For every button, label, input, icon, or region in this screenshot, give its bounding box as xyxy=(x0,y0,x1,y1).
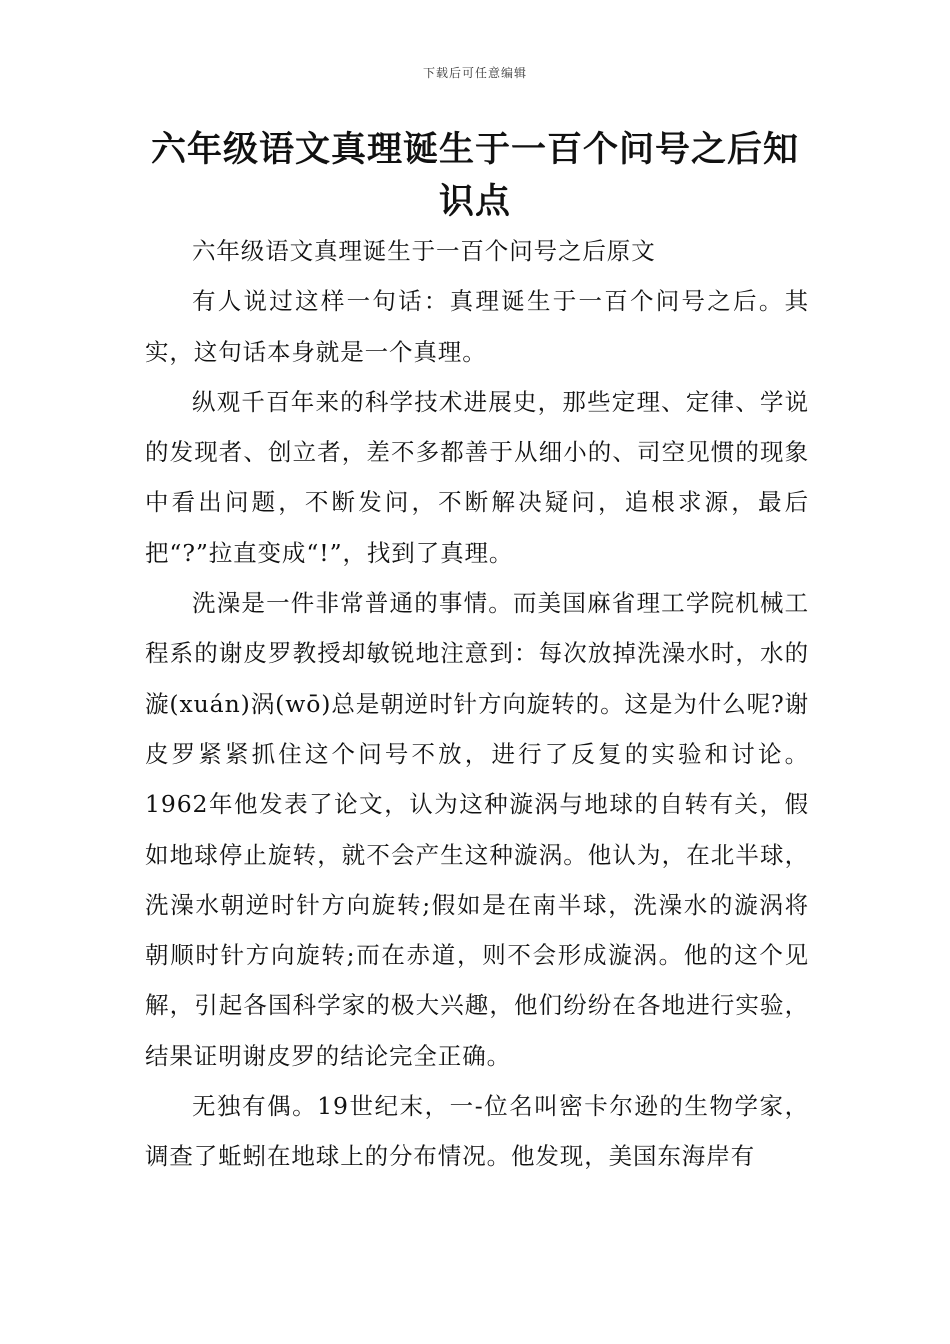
paragraph: 洗澡是一件非常普通的事情。而美国麻省理工学院机械工程系的谢皮罗教授却敏锐地注意到：每次放掉洗澡水时，水的漩(xuán)涡(wō)总是朝逆时针方向旋转的。这是为什么呢?谢皮罗紧紧抓住这个问号不放，进行了反复的实验和讨论。1962年他发表了论文，认为这种漩涡与地球的自转有关，假如地球停止旋转，就不会产生这种漩涡。他认为，在北半球，洗澡水朝逆时针方向旋转;假如是在南半球，洗澡水的漩涡将朝顺时针方向旋转;而在赤道，则不会形成漩涡。他的这个见解，引起各国科学家的极大兴趣，他们纷纷在各地进行实验，结果证明谢皮罗的结论完全正确。 xyxy=(145,589,809,1070)
paragraph: 有人说过这样一句话：真理诞生于一百个问号之后。其实，这句话本身就是一个真理。 xyxy=(145,287,809,366)
paragraph-subtitle: 六年级语文真理诞生于一百个问号之后原文 xyxy=(192,237,656,265)
document-title: 六年级语文真理诞生于一百个问号之后知识点 xyxy=(150,129,799,222)
paragraph: 无独有偶。19世纪末，一-位名叫密卡尔逊的生物学家，调查了蚯蚓在地球上的分布情况。他发现，美国东海岸有 xyxy=(145,1092,809,1171)
document-body xyxy=(145,226,809,1182)
paragraph: 纵观千百年来的科学技术进展史，那些定理、定律、学说的发现者、创立者，差不多都善于从细小的、司空见惯的现象中看出问题，不断发问，不断解决疑问，追根求源，最后把“?”拉直变成“!”，找到了真理。 xyxy=(145,387,809,567)
header-note: 下载后可任意编辑 xyxy=(422,66,527,80)
